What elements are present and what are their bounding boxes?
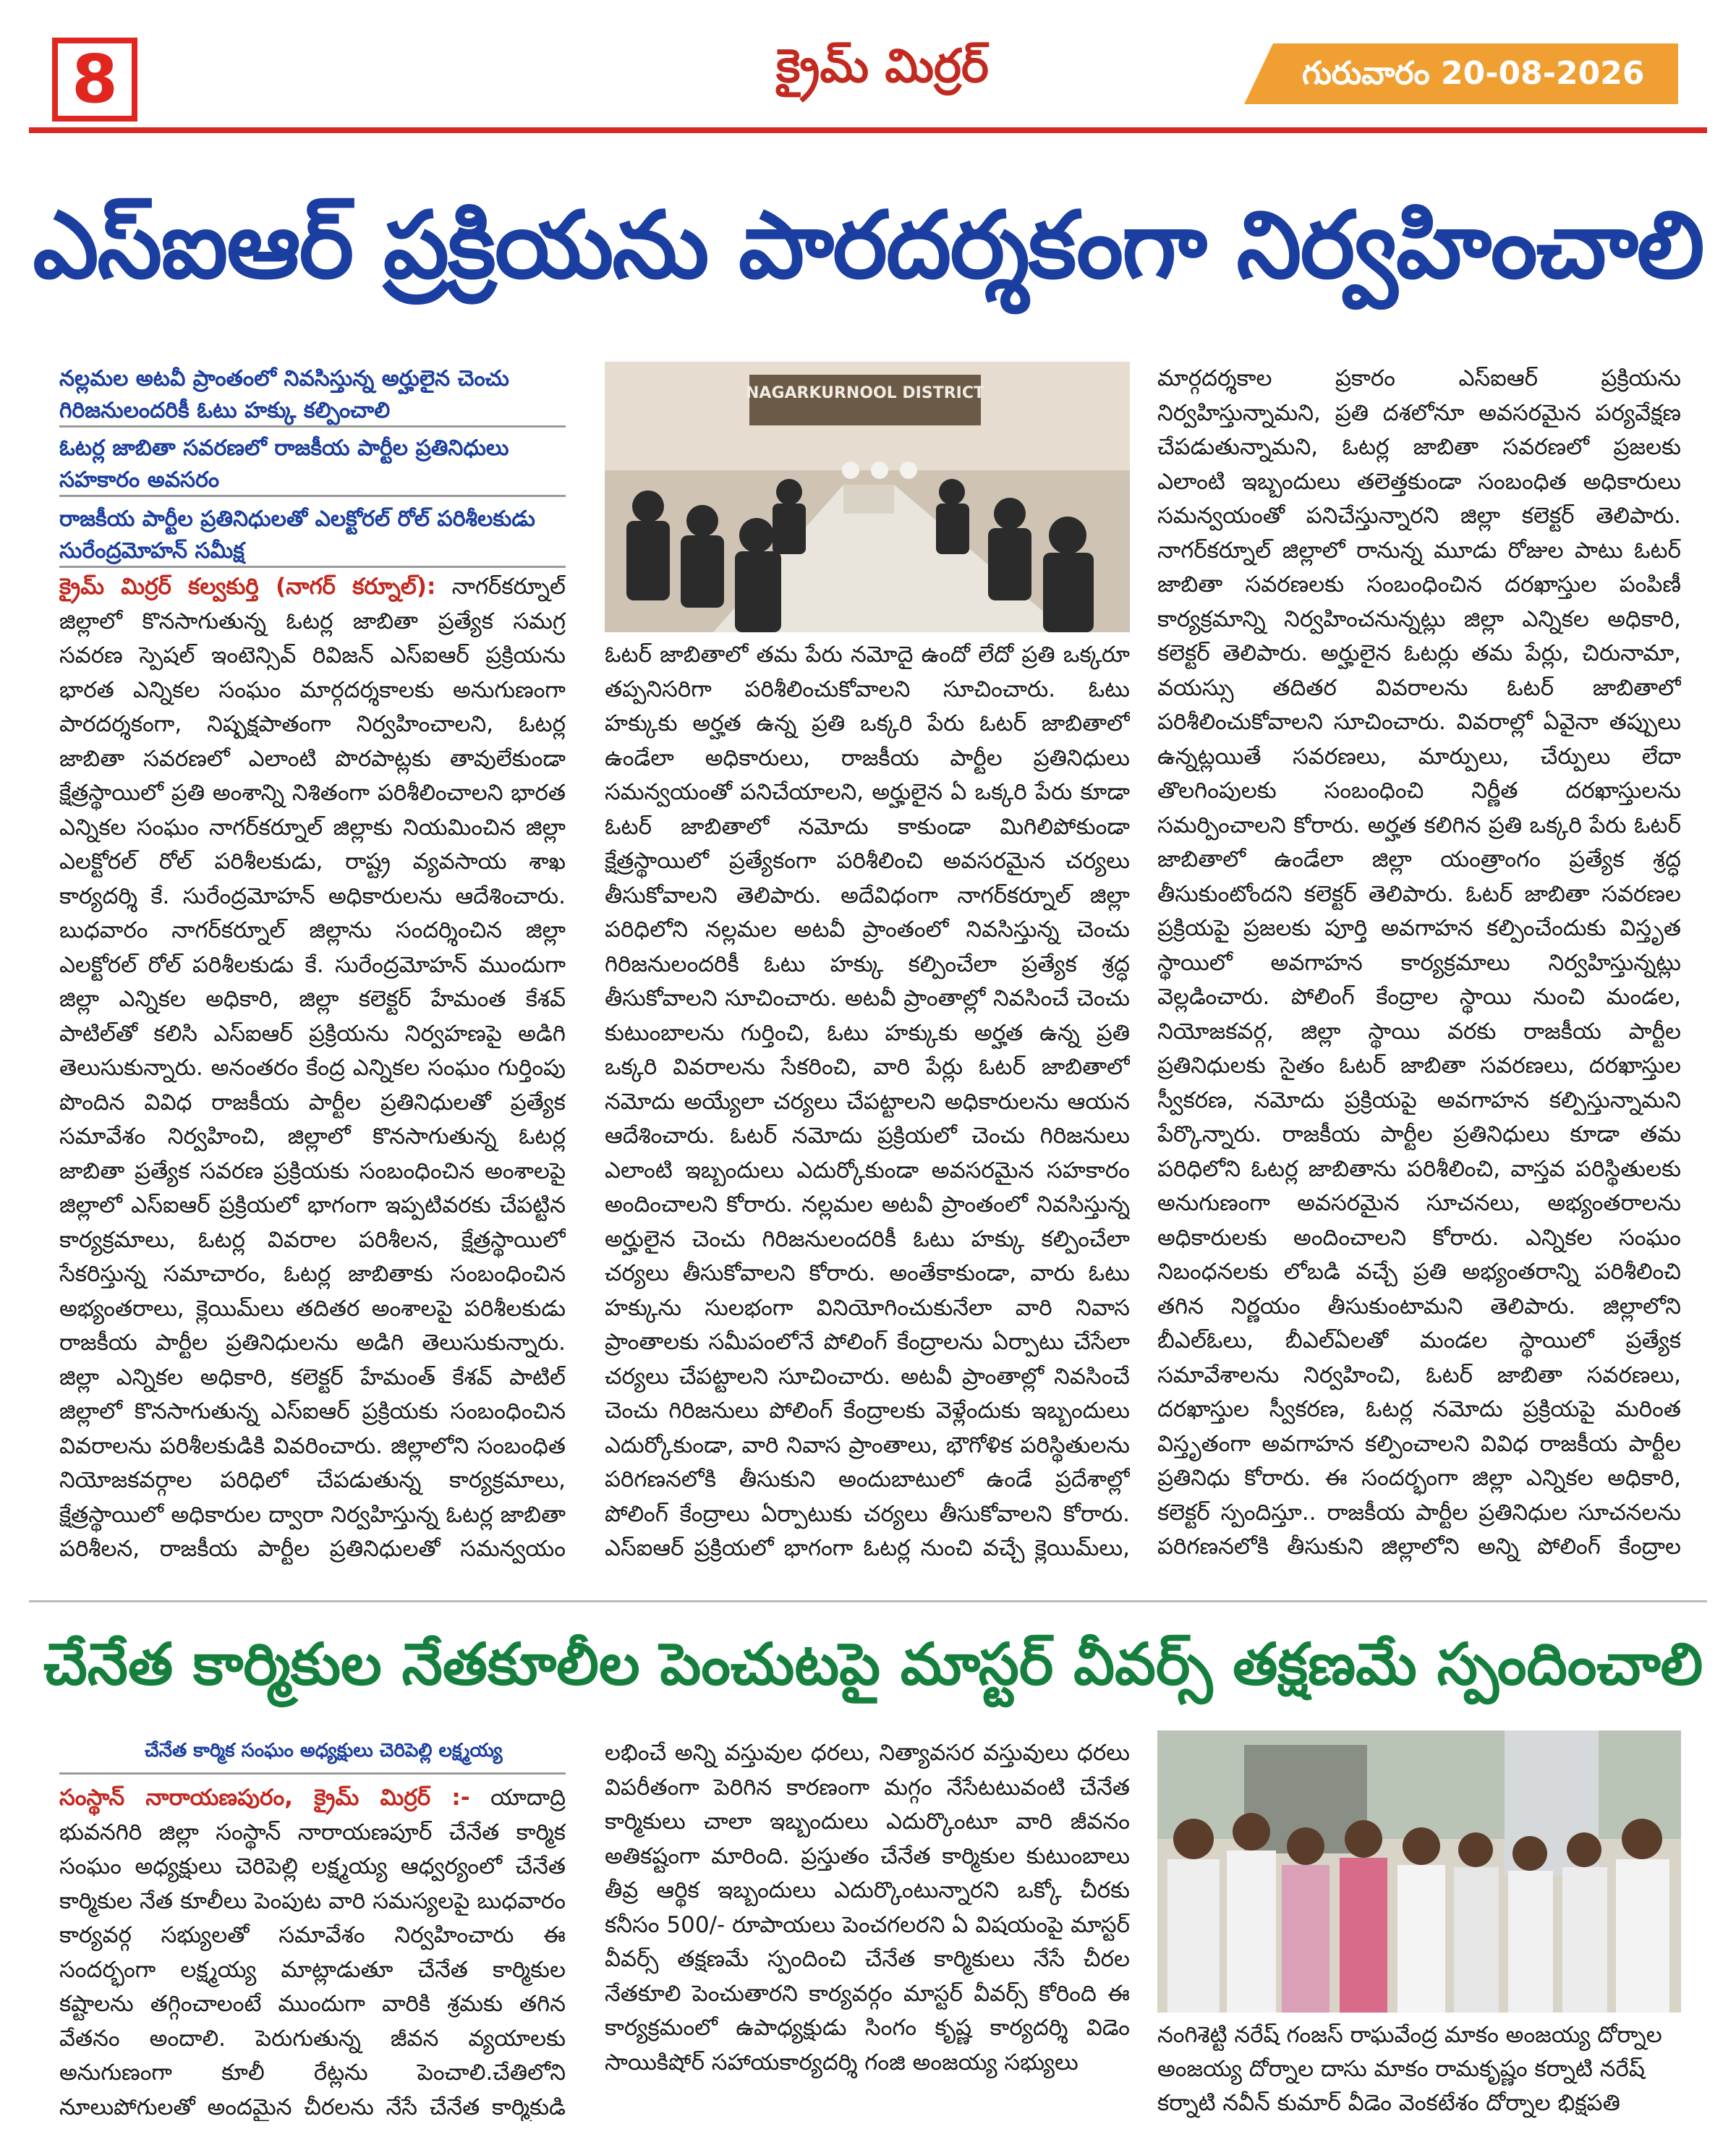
weavers-photo-illustration xyxy=(1157,1730,1681,2013)
article1-subhead-1: నల్లమల అటవీ ప్రాంతంలో నివసిస్తున్న అర్హులైన చెంచు గిరిజనులందరికీ ఓటు హక్కు కల్పించాలి xyxy=(59,366,509,423)
article1-column-2 xyxy=(605,638,1130,1568)
article1-col1-text: నాగర్‌కర్నూల్ జిల్లాలో కొనసాగుతున్న ఓటర్ల జాబితా ప్రత్యేక సమగ్ర సవరణ స్పెషల్ ఇంటెన్సివ్ రివిజన్ ఎస్ఐఆర్ ప్రక్రియను భారత ఎన్నికల సంఘం మార్గదర్శకాలకు అనుగుణంగా పారదర్శకంగా, నిష్పక్షపాతంగా నిర్వహించాలని, ఓటర్ల జాబితా సవరణలో ఎలాంటి పొరపాట్లకు తావులేకుండా క్షేత్రస్థాయిలో ప్రతి అంశాన్ని నిశితంగా పరిశీలించాలని భారత ఎన్నికల సంఘం నాగర్‌కర్నూల్ జిల్లాకు నియమించిన జిల్లా ఎలక్టోరల్ రోల్ పరిశీలకుడు, రాష్ట్ర వ్యవసాయ శాఖ కార్యదర్శి కే. సురేంద్రమోహన్ అధికారులను ఆదేశించారు. బుధవారం నాగర్‌కర్నూల్ జిల్లాను సందర్శించిన జిల్లా ఎలక్టోరల్ రోల్ పరిశీలకుడు కే. సురేంద్రమోహన్ ముందుగా జిల్లా ఎన్నికల అధికారి, జిల్లా కలెక్టర్ హేమంత కేశవ్ పాటిల్‌తో కలిసి ఎస్ఐఆర్ ప్రక్రియను నిర్వహణపై అడిగి తెలుసుకున్నారు. అనంతరం కేంద్ర ఎన్నికల సంఘం గుర్తింపు పొందిన వివిధ రాజకీయ పార్టీల ప్రతినిధులతో ప్రత్యేక సమావేశం నిర్వహించి, జిల్లాలో కొనసాగుతున్న ఓటర్ల జాబితా ప్రత్యేక సవరణ ప్రక్రియకు సంబంధించిన అంశాలపై జిల్లాలో ఎస్ఐఆర్ ప్రక్రియలో భాగంగా ఇప్పటివరకు చేపట్టిన కార్యక్రమాలు, ఓటర్ల వివరాల పరిశీలన, క్షేత్రస్థాయిలో సేకరిస్తున్న సమాచారం, ఓటర్ల జాబితాకు సంబంధించిన అభ్యంతరాలు, క్లెయిమ్‌లు తదితర అంశాలపై పరిశీలకుడు రాజకీయ పార్టీల ప్రతినిధులను అడిగి తెలుసుకున్నారు. జిల్లా ఎన్నికల అధికారి, కలెక్టర్ హేమంత్ కేశవ్ పాటిల్ జిల్లాలో కొనసాగుతున్న ఎస్ఐఆర్ ప్రక్రియకు సంబంధించిన వివరాలను పరిశీలకుడికి వివరించారు. జిల్లాలోని సంబంధిత నియోజకవర్గాల పరిధిలో చేపడుతున్న కార్యక్రమాలు, క్షేత్రస్థాయిలో అధికారుల ద్వారా నిర్వహిస్తున్న ఓటర్ల జాబితా పరిశీలన, రాజకీయ పార్టీల ప్రతినిధులతో సమన్వయం xyxy=(59,574,566,1562)
article1-column-1 xyxy=(59,570,566,1568)
photo-sign-text: NAGARKURNOOL DISTRICT xyxy=(746,384,984,402)
article2-dateline: సంస్థాన్ నారాయణపురం, క్రైమ్ మిర్రర్ :- xyxy=(59,1785,470,1811)
meeting-photo xyxy=(605,362,1130,632)
article2-col2-text: లభించే అన్ని వస్తువుల ధరలు, నిత్యావసర వస్తువులు ధరలు విపరీతంగా పెరిగిన కారణంగా మగ్గం నేసేటటువంటి చేనేత కార్మికులు చాలా ఇబ్బందులు ఎదుర్కొంటూ వారి జీవనం అతికష్టంగా మారింది. ప్రస్తుతం చేనేత కార్మికుల కుటుంబాలు తీవ్ర ఆర్థిక ఇబ్బందులు ఎదుర్కొంటున్నారని ఒక్కో చీరకు కనీసం 500/- రూపాయలు పెంచగలరని ఏ విషయంపై మాస్టర్ వీవర్స్ తక్షణమే స్పందించి చేనేత కార్మికులు నేసే చీరల నేతకూలి పెంచుతారని కార్యవర్గం మాస్టర్ వీవర్స్ కోరింది ఈ కార్యక్రమంలో ఉపాధ్యక్షుడు సింగం కృష్ణ కార్యదర్శి విడెం సాయికిషోర్ సహాయకార్యదర్శి గంజి అంజయ్య సభ్యులు xyxy=(605,1740,1130,2076)
article2-subhead: చేనేత కార్మిక సంఘం అధ్యక్షులు చెరిపెల్లి లక్ష్మయ్య xyxy=(145,1740,503,1762)
article1-subhead-3: రాజకీయ పార్టీల ప్రతినిధులతో ఎలక్టోరల్ రోల్ పరిశీలకుడు సురేంద్రమోహన్ సమీక్ష xyxy=(59,506,535,564)
article2-column-1 xyxy=(59,1781,566,2121)
article-divider xyxy=(29,1600,1707,1602)
article1-dateline: క్రైమ్ మిర్రర్ కల్వకుర్తి (నాగర్ కర్నూల్): xyxy=(59,574,436,600)
weavers-group-photo xyxy=(1157,1730,1681,2013)
article1-subhead-2: ఓటర్ల జాబితా సవరణలో రాజకీయ పార్టీల ప్రతినిధులు సహకారం అవసరం xyxy=(59,436,509,493)
subhead-separator xyxy=(59,566,566,568)
article1-headline: ఎస్ఐఆర్ ప్రక్రియను పారదర్శకంగా నిర్వహించాలి xyxy=(33,192,1703,299)
article1-column-3 xyxy=(1157,362,1681,1568)
article2-column-2 xyxy=(605,1736,1130,2121)
subhead-separator xyxy=(59,1772,566,1775)
meeting-photo-illustration xyxy=(605,362,1130,632)
article2-headline: చేనేత కార్మికుల నేతకూలీల పెంచుటపై మాస్టర్ వీవర్స్ తక్షణమే స్పందించాలి xyxy=(43,1631,1703,1698)
article2-col1-text: యాదాద్రి భువనగిరి జిల్లా సంస్థాన్ నారాయణపూర్ చేనేత కార్మిక సంఘం అధ్యక్షులు చెరిపెల్లి లక్ష్మయ్య ఆధ్వర్యంలో చేనేత కార్మికుల నేత కూలీలు పెంపుట వారి సమస్యలపై బుధవారం కార్యవర్గ సభ్యులతో సమావేశం నిర్వహించారు ఈ సందర్భంగా లక్ష్మయ్య మాట్లాడుతూ చేనేత కార్మికుల కష్టాలను తగ్గించాలంటే ముందుగా వారికి శ్రమకు తగిన వేతనం అందాలి. పెరుగుతున్న జీవన వ్యయాలకు అనుగుణంగా కూలీ రేట్లను పెంచాలి.చేతిలోని నూలుపోగులతో అందమైన చీరలను నేసే చేనేత కార్మికుడి xyxy=(59,1785,566,2120)
page-number: 8 xyxy=(52,38,137,122)
subhead-separator xyxy=(59,495,566,497)
issue-date: గురువారం 20-08-2026 xyxy=(1302,55,1645,92)
article1-col3-text: మార్గదర్శకాల ప్రకారం ఎస్ఐఆర్ ప్రక్రియను నిర్వహిస్తున్నామని, ప్రతి దశలోనూ అవసరమైన పర్యవేక్షణ చేపడుతున్నామని, ఓటర్ల జాబితా సవరణలో ప్రజలకు ఎలాంటి ఇబ్బందులు తలెత్తకుండా సంబంధిత అధికారులు సమన్వయంతో పనిచేస్తున్నారని జిల్లా కలెక్టర్ తెలిపారు. నాగర్‌కర్నూల్ జిల్లాలో రానున్న మూడు రోజుల పాటు ఓటర్ జాబితా సవరణలకు సంబంధించిన దరఖాస్తుల పంపిణీ కార్యక్రమాన్ని నిర్వహించనున్నట్లు జిల్లా ఎన్నికల అధికారి, కలెక్టర్ తెలిపారు. అర్హులైన ఓటర్లు తమ పేర్లు, చిరునామా, వయస్సు తదితర వివరాలను ఓటర్ జాబితాలో పరిశీలించుకోవాలని సూచించారు. వివరాల్లో ఏవైనా తప్పులు ఉన్నట్లయితే సవరణలు, మార్పులు, చేర్పులు లేదా తొలగింపులకు సంబంధించి నిర్ణీత దరఖాస్తులను సమర్పించాలని కోరారు. అర్హత కలిగిన ప్రతి ఒక్కరి పేరు ఓటర్ జాబితాలో ఉండేలా జిల్లా యంత్రాంగం ప్రత్యేక శ్రద్ధ తీసుకుంటోందని కలెక్టర్ తెలిపారు. ఓటర్ జాబితా సవరణల ప్రక్రియపై ప్రజలకు పూర్తి అవగాహన కల్పించేందుకు విస్తృత స్థాయిలో అవగాహన కార్యక్రమాలు నిర్వహిస్తున్నట్లు వెల్లడించారు. పోలింగ్ కేంద్రాల స్థాయి నుంచి మండల, నియోజకవర్గ, జిల్లా స్థాయి వరకు రాజకీయ పార్టీల ప్రతినిధులకు సైతం ఓటర్ జాబితా సవరణలు, దరఖాస్తుల స్వీకరణ, నమోదు ప్రక్రియపై అవగాహన కల్పిస్తున్నామని పేర్కొన్నారు. రాజకీయ పార్టీల ప్రతినిధులు కూడా తమ పరిధిలోని ఓటర్ల జాబితాను పరిశీలించి, వాస్తవ పరిస్థితులకు అనుగుణంగా అవసరమైన సూచనలు, అభ్యంతరాలను అధికారులకు అందించాలని కోరారు. ఎన్నికల సంఘం నిబంధనలకు లోబడి వచ్చే ప్రతి అభ్యంతరాన్ని పరిశీలించి తగిన నిర్ణయం తీసుకుంటామని తెలిపారు. జిల్లాలోని బీఎల్‌ఓలు, బీఎల్ఏలతో మండల స్థాయిలో ప్రత్యేక సమావేశాలను నిర్వహించి, ఓటర్ జాబితా సవరణలు, దరఖాస్తుల స్వీకరణ, ఓటర్ల నమోదు ప్రక్రియపై మరింత విస్తృతంగా అవగాహన కల్పించాలని వివిధ రాజకీయ పార్టీల ప్రతినిధు కోరారు. ఈ సందర్భంగా జిల్లా ఎన్నికల అధికారి, కలెక్టర్ స్పందిస్తూ.. రాజకీయ పార్టీల ప్రతినిధుల సూచనలను పరిగణనలోకి తీసుకుని జిల్లాలోని అన్ని పోలింగ్ కేంద్రాల xyxy=(1157,365,1681,1560)
masthead-title: క్రైమ్ మిర్రర్ xyxy=(776,39,989,93)
subhead-separator xyxy=(59,425,566,428)
header-rule xyxy=(29,127,1707,133)
photo-caption: నంగిశెట్టి నరేష్ గంజస్ రాఘవేంద్ర మాకం అంజయ్య దోర్నాల అంజయ్య దోర్నాల దాసు మాకం రామకృష్ణం కర్నాటి నరేష్ కర్నాటి నవీన్ కుమార్ వీడెం వెంకటేశం దోర్నాల భిక్షపతి xyxy=(1157,2022,1662,2116)
article1-col2-text: ఓటర్ జాబితాలో తమ పేరు నమోదై ఉందో లేదో ప్రతి ఒక్కరూ తప్పనిసరిగా పరిశీలించుకోవాలని సూచించారు. ఓటు హక్కుకు అర్హత ఉన్న ప్రతి ఒక్కరి పేరు ఓటర్ జాబితాలో ఉండేలా అధికారులు, రాజకీయ పార్టీల ప్రతినిధులు సమన్వయంతో పనిచేయాలని, అర్హులైన ఏ ఒక్కరి పేరు కూడా ఓటర్ జాబితాలో నమోదు కాకుండా మిగిలిపోకుండా క్షేత్రస్థాయిలో ప్రత్యేకంగా పరిశీలించి అవసరమైన చర్యలు తీసుకోవాలని తెలిపారు. అదేవిధంగా నాగర్‌కర్నూల్ జిల్లా పరిధిలోని నల్లమల అటవీ ప్రాంతంలో నివసిస్తున్న చెంచు గిరిజనులందరికీ ఓటు హక్కు కల్పించేలా ప్రత్యేక శ్రద్ధ తీసుకోవాలని సూచించారు. అటవీ ప్రాంతాల్లో నివసించే చెంచు కుటుంబాలను గుర్తించి, ఓటు హక్కుకు అర్హత ఉన్న ప్రతి ఒక్కరి వివరాలను సేకరించి, వారి పేర్లు ఓటర్ జాబితాలో నమోదు అయ్యేలా చర్యలు చేపట్టాలని అధికారులను ఆయన ఆదేశించారు. ఓటర్ నమోదు ప్రక్రియలో చెంచు గిరిజనులు ఎలాంటి ఇబ్బందులు ఎదుర్కోకుండా అవసరమైన సహకారం అందించాలని కోరారు. నల్లమల అటవీ ప్రాంతంలో నివసిస్తున్న అర్హులైన చెంచు గిరిజనులందరికీ ఓటు హక్కు కల్పించేలా చర్యలు తీసుకోవాలని కోరారు. అంతేకాకుండా, వారు ఓటు హక్కును సులభంగా వినియోగించుకునేలా వారి నివాస ప్రాంతాలకు సమీపంలోనే పోలింగ్ కేంద్రాలను ఏర్పాటు చేసేలా చర్యలు చేపట్టాలని సూచించారు. అటవీ ప్రాంతాల్లో నివసించే చెంచు గిరిజనులు పోలింగ్ కేంద్రాలకు వెళ్లేందుకు ఇబ్బందులు ఎదుర్కోకుండా, వారి నివాస ప్రాంతాలు, భౌగోళిక పరిస్థితులను పరిగణనలోకి తీసుకుని అందుబాటులో ఉండే ప్రదేశాల్లో పోలింగ్ కేంద్రాలు ఏర్పాటుకు చర్యలు తీసుకోవాలని కోరారు. ఎస్ఐఆర్ ప్రక్రియలో భాగంగా ఓటర్ల నుంచి వచ్చే క్లెయిమ్‌లు, xyxy=(605,642,1130,1561)
masthead xyxy=(731,41,1034,106)
